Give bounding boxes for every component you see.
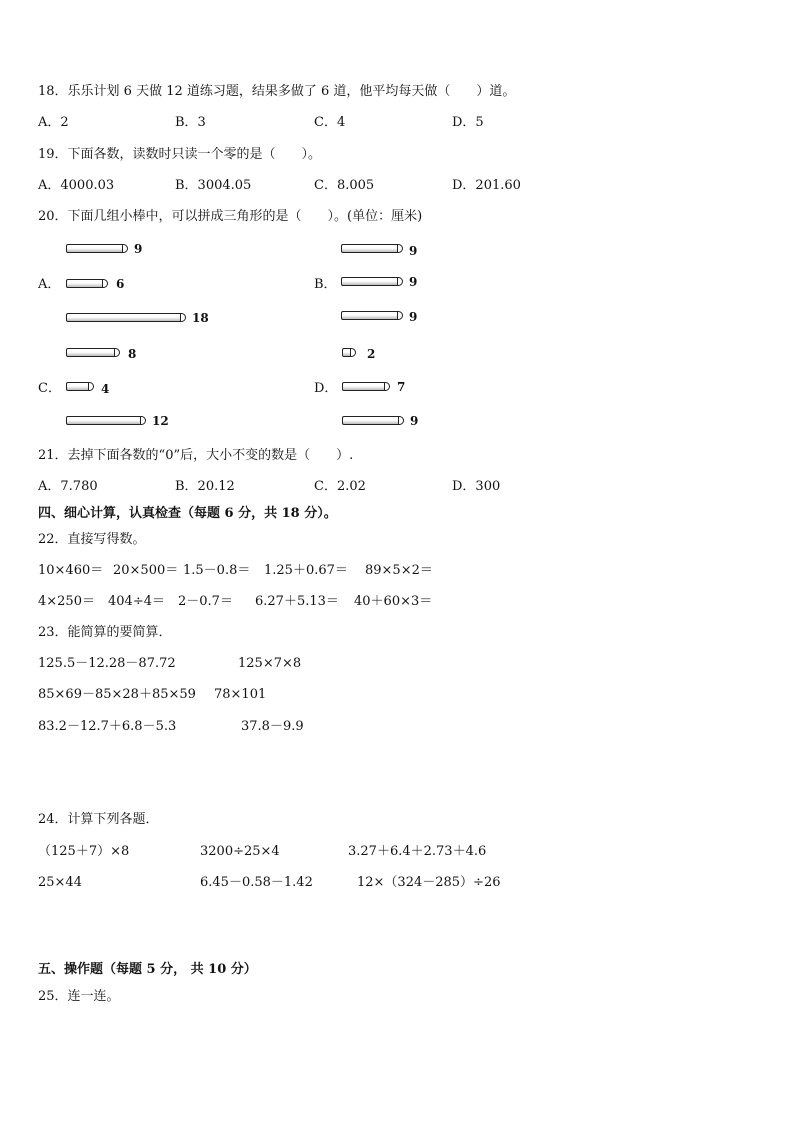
rod-d1	[342, 348, 352, 357]
q18-option-d[interactable]: D．5	[452, 115, 484, 130]
q23-r1-c2: 125×7×8	[238, 656, 302, 671]
q19-option-d[interactable]: D．201.60	[452, 178, 521, 193]
rod-a2	[66, 279, 104, 288]
q21-option-b[interactable]: B．20.12	[175, 479, 235, 494]
q25-stem: 25．连一连。	[38, 989, 120, 1004]
rod-a1-label: 9	[134, 242, 143, 256]
q22-r1-c5: 89×5×2＝	[365, 563, 433, 578]
q23-r2-c2: 78×101	[214, 687, 267, 702]
rod-a1	[66, 244, 124, 253]
rod-b1-label: 9	[409, 244, 418, 258]
q22-r2-c4: 6.27＋5.13＝	[255, 594, 339, 609]
q22-r1-c4: 1.25＋0.67＝	[264, 563, 348, 578]
rod-d1-label: 2	[367, 347, 376, 361]
rod-b2	[341, 277, 399, 286]
rod-c3	[66, 416, 142, 425]
rod-c3-label: 12	[152, 414, 169, 428]
rod-c2-label: 4	[101, 382, 110, 396]
rod-c2	[66, 382, 90, 391]
q20-option-c[interactable]: C．	[38, 381, 61, 396]
q23-r1-c1: 125.5－12.28－87.72	[38, 656, 176, 671]
q23-r2-c1: 85×69－85×28＋85×59	[38, 687, 196, 702]
rod-a3-label: 18	[192, 311, 209, 325]
section-4-heading: 四、细心计算，认真检查（每题 6 分，共 18 分）。	[38, 506, 337, 521]
q24-r2-c1: 25×44	[38, 875, 82, 890]
q24-r2-c2: 6.45－0.58－1.42	[200, 875, 313, 890]
rod-a3	[66, 313, 182, 322]
rod-c1-label: 8	[128, 347, 137, 361]
q20-option-d[interactable]: D．	[314, 381, 338, 396]
q24-r1-c2: 3200÷25×4	[200, 844, 280, 859]
q20-stem: 20．下面几组小棒中，可以拼成三角形的是（ ）。(单位：厘米)	[38, 209, 423, 224]
q22-r1-c1: 10×460＝	[38, 563, 104, 578]
q19-option-b[interactable]: B．3004.05	[175, 178, 252, 193]
q22-r2-c1: 4×250＝	[38, 594, 95, 609]
q21-option-d[interactable]: D．300	[452, 479, 501, 494]
q20-option-a[interactable]: A．	[38, 277, 61, 292]
q24-r1-c1: （125＋7）×8	[38, 844, 130, 859]
rod-b3-label: 9	[409, 310, 418, 324]
rod-b1	[341, 244, 399, 253]
q24-r2-c3: 12×（324－285）÷26	[357, 875, 501, 890]
rod-c1	[66, 348, 116, 357]
q22-r1-c3: 1.5－0.8＝	[183, 563, 251, 578]
q18-stem: 18．乐乐计划 6 天做 12 道练习题，结果多做了 6 道，他平均每天做（ ）道。	[38, 84, 516, 99]
q22-r1-c2: 20×500＝	[113, 563, 179, 578]
q23-r3-c1: 83.2－12.7＋6.8－5.3	[38, 719, 177, 734]
rod-d2	[342, 382, 386, 391]
q19-option-c[interactable]: C．8.005	[314, 178, 375, 193]
q22-r2-c2: 404÷4＝	[108, 594, 165, 609]
q24-r1-c3: 3.27＋6.4＋2.73＋4.6	[348, 844, 487, 859]
q19-stem: 19．下面各数，读数时只读一个零的是（ ）。	[38, 147, 322, 162]
q21-option-a[interactable]: A．7.780	[38, 479, 98, 494]
q22-r2-c5: 40＋60×3＝	[354, 594, 433, 609]
rod-d3-label: 9	[410, 414, 419, 428]
q24-stem: 24．计算下列各题．	[38, 812, 159, 827]
q19-option-a[interactable]: A．4000.03	[38, 178, 115, 193]
q20-option-b[interactable]: B．	[314, 277, 337, 292]
section-5-heading: 五、操作题（每题 5 分， 共 10 分）	[38, 962, 257, 977]
rod-b2-label: 9	[409, 275, 418, 289]
rod-a2-label: 6	[116, 277, 125, 291]
rod-d3	[342, 416, 400, 425]
q18-option-b[interactable]: B．3	[175, 115, 206, 130]
q22-stem: 22．直接写得数。	[38, 532, 146, 547]
q18-option-a[interactable]: A．2	[38, 115, 69, 130]
q21-option-c[interactable]: C．2.02	[314, 479, 366, 494]
q21-stem: 21．去掉下面各数的“0”后，大小不变的数是（ ）.	[38, 448, 354, 463]
rod-d2-label: 7	[397, 380, 406, 394]
q22-r2-c3: 2－0.7＝	[178, 594, 233, 609]
q18-option-c[interactable]: C．4	[314, 115, 346, 130]
q23-stem: 23．能简算的要简算．	[38, 625, 172, 640]
rod-b3	[341, 311, 399, 320]
q23-r3-c2: 37.8－9.9	[241, 719, 304, 734]
